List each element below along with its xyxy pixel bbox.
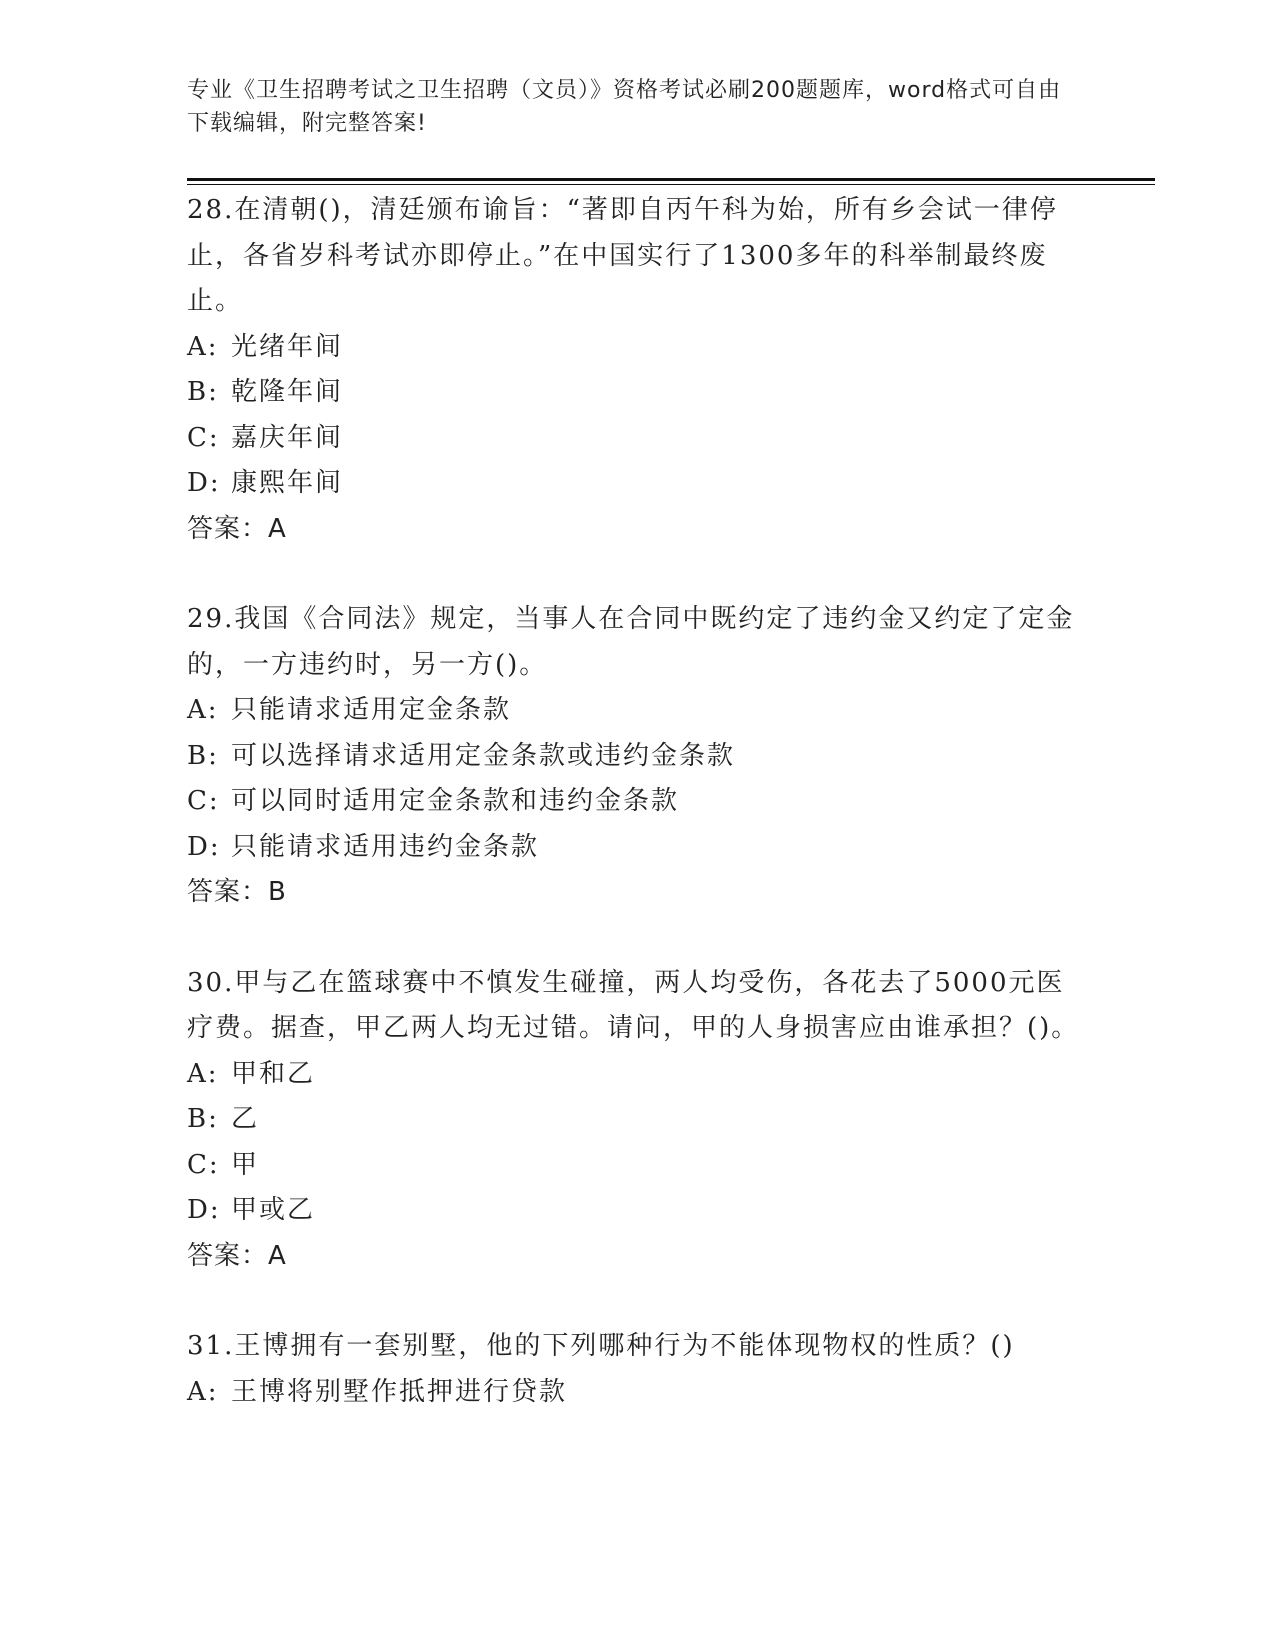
- option-text: 只能请求适用违约金条款: [231, 831, 540, 862]
- answer-line: [187, 507, 1087, 553]
- option-c: [187, 779, 1087, 825]
- option-letter: C:: [187, 422, 220, 453]
- question-28: [187, 188, 1087, 552]
- header-rule-thin: [187, 184, 1155, 185]
- option-letter: B:: [187, 740, 219, 771]
- option-text: 光绪年间: [231, 331, 344, 362]
- option-b: [187, 1097, 1087, 1143]
- option-b: [187, 734, 1087, 780]
- option-letter: B:: [187, 1104, 219, 1134]
- option-text: 只能请求适用定金条款: [231, 695, 512, 725]
- answer-value: A: [268, 513, 287, 544]
- option-letter: D:: [187, 468, 221, 498]
- option-a: [187, 1370, 1087, 1416]
- option-a: [187, 1052, 1087, 1098]
- question-31: [187, 1324, 1087, 1415]
- option-d: [187, 825, 1087, 871]
- question-29: [187, 597, 1087, 916]
- answer-label: 答案：: [187, 513, 269, 544]
- option-a: [187, 688, 1087, 734]
- option-d: [187, 1188, 1087, 1234]
- option-d: [187, 461, 1087, 507]
- option-a: [187, 325, 1087, 371]
- option-text: 康熙年间: [231, 468, 344, 498]
- answer-label: 答案：: [187, 877, 269, 907]
- question-gap: [187, 552, 1087, 597]
- question-stem: 30.甲与乙在篮球赛中不慎发生碰撞，两人均受伤，各花去了5000元医疗费。据查，甲乙两人均无过错。请问，甲的人身损害应由谁承担？()。: [187, 967, 1080, 1043]
- option-text: 甲或乙: [231, 1195, 316, 1225]
- question-stem: 31.王博拥有一套别墅，他的下列哪种行为不能体现物权的性质？(): [187, 1331, 1015, 1361]
- answer-value: A: [268, 1240, 287, 1271]
- question-30: [187, 961, 1087, 1280]
- question-list: [187, 188, 1087, 1415]
- option-c: [187, 1143, 1087, 1189]
- question-stem: 28.在清朝()，清廷颁布谕旨：“著即自丙午科为始，所有乡会试一律停止，各省岁科考试亦即停止。”在中国实行了1300多年的科举制最终废止。: [187, 195, 1058, 316]
- option-letter: A:: [187, 695, 219, 725]
- question-gap: [187, 916, 1087, 961]
- question-gap: [187, 1279, 1087, 1324]
- answer-value: B: [268, 877, 287, 907]
- option-text: 甲和乙: [231, 1058, 316, 1089]
- option-text: 可以选择请求适用定金条款或违约金条款: [231, 740, 736, 771]
- option-text: 乾隆年间: [231, 377, 344, 407]
- option-letter: C:: [187, 1149, 220, 1180]
- option-letter: A:: [187, 1058, 219, 1089]
- option-b: [187, 370, 1087, 416]
- option-text: 甲: [231, 1149, 260, 1180]
- option-text: 王博将别墅作抵押进行贷款: [231, 1376, 568, 1407]
- answer-line: [187, 1234, 1087, 1280]
- option-letter: D:: [187, 1195, 221, 1225]
- question-stem: 29.我国《合同法》规定，当事人在合同中既约定了违约金又约定了定金的，一方违约时，另一方()。: [187, 604, 1075, 680]
- document-header: 专业《卫生招聘考试之卫生招聘（文员）》资格考试必刷200题题库，word格式可自由下载编辑，附完整答案!: [187, 78, 1062, 136]
- header-rule-thick: [187, 178, 1155, 181]
- answer-line: [187, 870, 1087, 916]
- option-text: 嘉庆年间: [231, 422, 344, 453]
- option-letter: B:: [187, 377, 219, 407]
- option-text: 可以同时适用定金条款和违约金条款: [231, 786, 680, 816]
- option-letter: D:: [187, 831, 221, 862]
- option-letter: C:: [187, 786, 220, 816]
- option-letter: A:: [187, 1376, 219, 1407]
- answer-label: 答案：: [187, 1240, 269, 1271]
- option-c: [187, 416, 1087, 462]
- option-text: 乙: [231, 1104, 260, 1134]
- option-letter: A:: [187, 331, 219, 362]
